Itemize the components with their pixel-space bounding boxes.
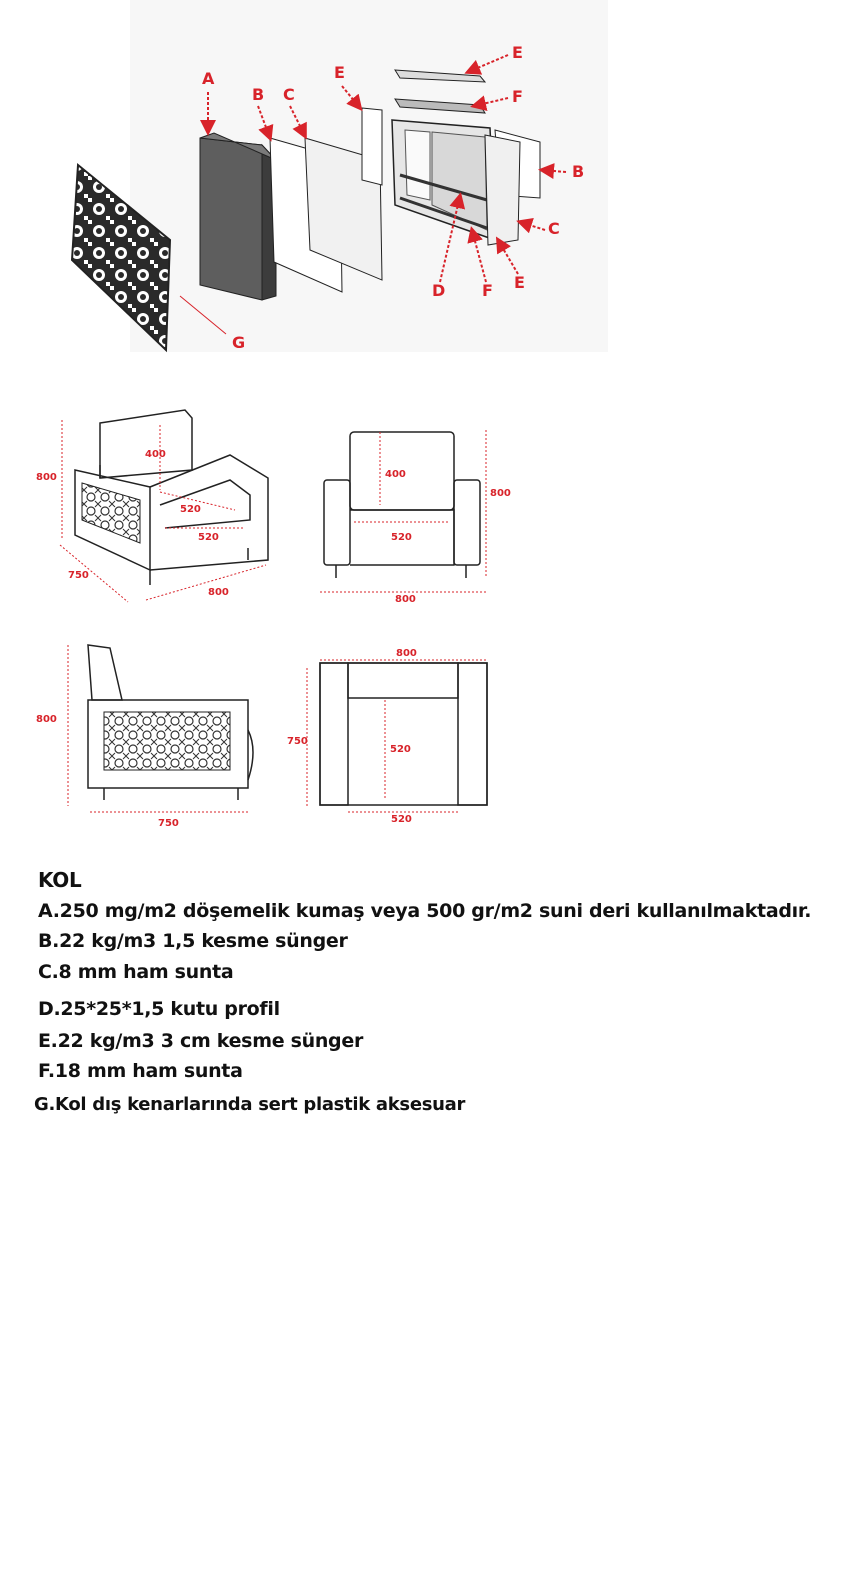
spec-item-e: E.22 kg/m3 3 cm kesme sünger	[38, 1030, 364, 1052]
label-c-right: C	[548, 219, 560, 238]
label-f-bottom: F	[482, 281, 493, 300]
label-b-right: B	[572, 162, 585, 181]
label-c-top: C	[283, 85, 295, 104]
dim-top-seat-depth: 520	[390, 744, 411, 755]
dim-front-height: 800	[490, 488, 511, 499]
dim-front-seat: 520	[391, 532, 412, 543]
dim-top-width: 800	[396, 648, 417, 659]
dim-persp-height: 800	[36, 472, 57, 483]
dim-persp-width: 800	[208, 587, 229, 598]
label-e-right-top: E	[512, 43, 523, 62]
foam-strip-e	[362, 108, 382, 185]
label-e-bottom: E	[514, 273, 525, 292]
spec-item-b: B.22 kg/m3 1,5 kesme sünger	[38, 930, 348, 952]
dim-top-seat-width: 520	[391, 814, 412, 825]
label-d: D	[432, 281, 446, 300]
dim-persp-depth: 750	[68, 570, 89, 581]
spec-item-c: C.8 mm ham sunta	[38, 961, 234, 983]
label-b-top: B	[252, 85, 265, 104]
dim-persp-seat-width: 520	[198, 532, 219, 543]
dim-front-back: 400	[385, 469, 406, 480]
dim-side-height: 800	[36, 714, 57, 725]
label-f-right-top: F	[512, 87, 523, 106]
fabric-block-a	[200, 138, 262, 300]
spec-item-a: A.250 mg/m2 döşemelik kumaş veya 500 gr/m2 suni deri kullanılmaktadır.	[38, 900, 812, 922]
label-e-top: E	[334, 63, 345, 82]
dim-persp-seat-depth: 520	[180, 504, 201, 515]
label-g: G	[232, 333, 246, 352]
board-panel-c-right	[485, 135, 520, 245]
side-lattice	[104, 712, 230, 770]
dim-front-width: 800	[395, 594, 416, 605]
spec-item-f: F.18 mm ham sunta	[38, 1060, 243, 1082]
dim-top-depth: 750	[287, 736, 308, 747]
spec-title: KOL	[38, 868, 82, 892]
dim-persp-back: 400	[145, 449, 166, 460]
spec-item-g: G.Kol dış kenarlarında sert plastik aksesuar	[34, 1094, 466, 1115]
label-a: A	[202, 69, 215, 88]
spec-item-d: D.25*25*1,5 kutu profil	[38, 998, 280, 1020]
dim-side-depth: 750	[158, 818, 179, 829]
dimension-drawings	[0, 400, 855, 860]
exploded-view-diagram	[0, 0, 855, 360]
